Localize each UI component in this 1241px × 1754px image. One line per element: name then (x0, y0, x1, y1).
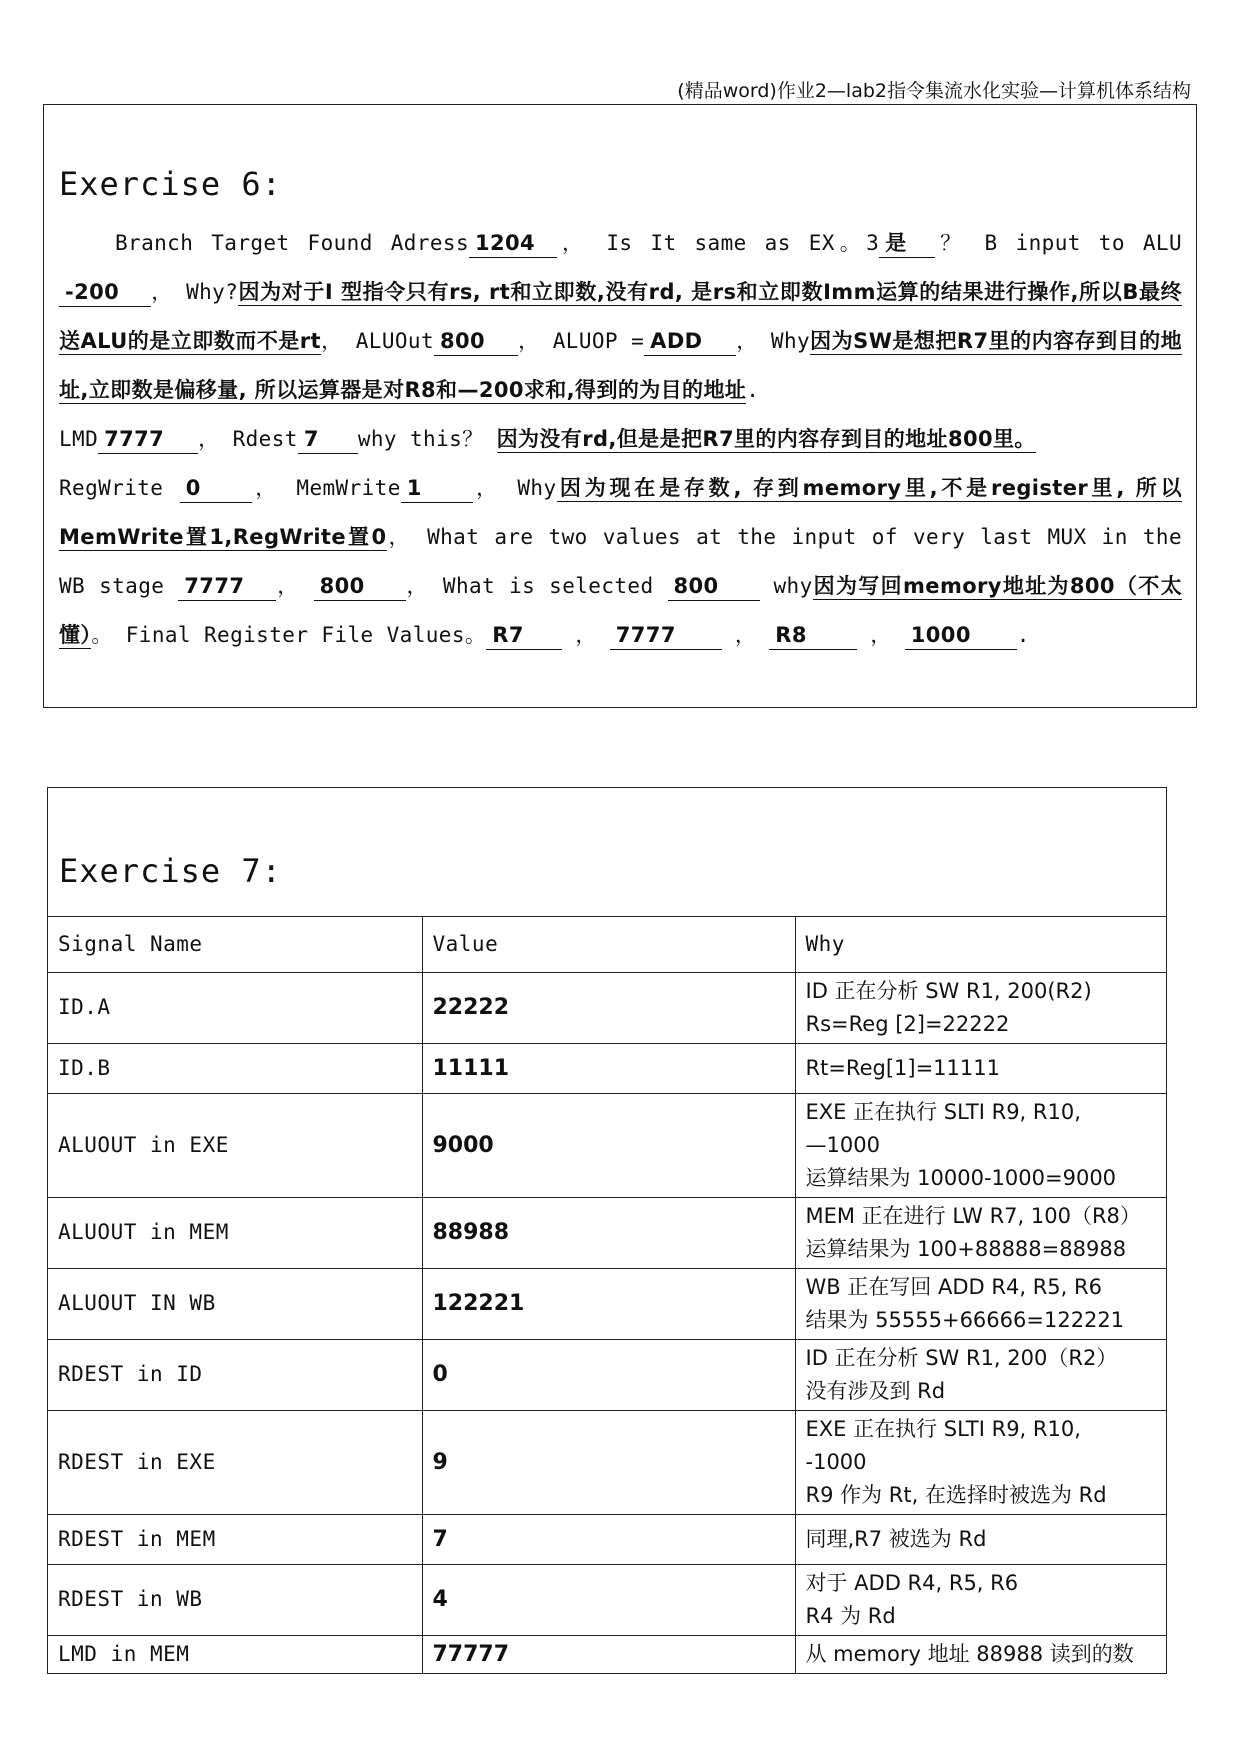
text: ， Why (736, 329, 811, 353)
value-cell: 88988 (422, 1197, 795, 1268)
answer-memwrite: 1 (401, 475, 473, 503)
value-cell: 22222 (422, 972, 795, 1043)
signal-name-cell: ALUOUT in MEM (48, 1197, 422, 1268)
text: ， MemWrite (251, 476, 401, 500)
exercise-6-paragraph (59, 219, 1182, 660)
text: 。 Final Register File Values。 (91, 623, 487, 647)
table-row (48, 1043, 1166, 1093)
answer-why-2: 因为SW是想把R7里的内容存到目的地址,立即数是偏移量, 所以运算器是对R8和—200求和,得到的为目的地址 (59, 329, 1182, 402)
answer-final-r8: R8 (769, 622, 857, 650)
why-cell: 对于 ADD R4, R5, R6 R4 为 Rd (795, 1564, 1166, 1635)
signal-name-cell: LMD in MEM (48, 1635, 422, 1673)
text: ， ALUOut (320, 329, 434, 353)
table-row (48, 1635, 1166, 1673)
table-row (48, 1410, 1166, 1514)
answer-regwrite: 0 (180, 475, 252, 503)
table-row (48, 1197, 1166, 1268)
value-cell: 4 (422, 1564, 795, 1635)
why-cell: ID 正在分析 SW R1, 200（R2） 没有涉及到 Rd (795, 1339, 1166, 1410)
text: RegWrite (59, 476, 164, 500)
text: ， (575, 623, 597, 647)
value-cell: 122221 (422, 1268, 795, 1339)
page-header: (精品word)作业2—lab2指令集流水化实验—计算机体系结构 (677, 80, 1191, 102)
answer-b-input: -200 (59, 279, 151, 307)
text: . (1016, 623, 1030, 647)
text: ， Is It same as EX。3 (557, 231, 880, 255)
text: ， Why (472, 476, 557, 500)
text: ， Why? (151, 280, 239, 304)
text: why (773, 574, 813, 598)
exercise-7-title: Exercise 7: (59, 852, 282, 890)
why-cell: MEM 正在进行 LW R7, 100（R8） 运算结果为 100+88888=88988 (795, 1197, 1166, 1268)
text: ， (734, 623, 757, 647)
text: ， (276, 574, 300, 598)
value-cell: 9 (422, 1410, 795, 1514)
column-header: Signal Name (48, 917, 422, 972)
table-row (48, 1514, 1166, 1564)
text: ， ALUOP = (518, 329, 645, 353)
signal-name-cell: RDEST in EXE (48, 1410, 422, 1514)
answer-why-1: 因为对于I 型指令只有rs, rt和立即数,没有rd, 是rs和立即数Imm运算的结果进行操作,所以B最终送ALU的是立即数而不是rt (59, 280, 1182, 353)
text: ， What is selected (405, 574, 654, 598)
signal-name-cell: ALUOUT in EXE (48, 1093, 422, 1197)
table-row (48, 972, 1166, 1043)
answer-same: 是 (879, 230, 935, 258)
table-header-row (48, 917, 1166, 972)
value-cell: 7 (422, 1514, 795, 1564)
answer-why-4: 因为写回memory地址为800（不太懂） (59, 574, 1182, 647)
answer-mux-input-1: 7777 (178, 573, 276, 601)
why-cell: Rt=Reg[1]=11111 (795, 1043, 1166, 1093)
column-header: Why (795, 917, 1166, 972)
text: Branch Target Found Adress (115, 231, 469, 255)
exercise-6-box (43, 104, 1197, 708)
why-cell: ID 正在分析 SW R1, 200(R2) Rs=Reg [2]=22222 (795, 972, 1166, 1043)
signal-name-cell: ALUOUT IN WB (48, 1268, 422, 1339)
column-header: Value (422, 917, 795, 972)
signal-name-cell: ID.B (48, 1043, 422, 1093)
why-cell: WB 正在写回 ADD R4, R5, R6 结果为 55555+66666=122221 (795, 1268, 1166, 1339)
exercise-6-title: Exercise 6: (59, 165, 282, 203)
signal-name-cell: RDEST in MEM (48, 1514, 422, 1564)
text: ， What are two values at the input of very last MUX in the WB stage (59, 525, 1182, 598)
answer-final-r7-value: 7777 (610, 622, 722, 650)
exercise-7-title-row (48, 788, 1166, 917)
value-cell: 0 (422, 1339, 795, 1410)
answer-aluop: ADD (644, 328, 736, 356)
answer-aluout: 800 (434, 328, 518, 356)
answer-selected: 800 (668, 573, 760, 601)
signal-name-cell: ID.A (48, 972, 422, 1043)
text: why this？ (357, 427, 484, 451)
answer-branch-target: 1204 (469, 230, 557, 258)
answer-why-this: 因为没有rd,但是是把R7里的内容存到目的地址800里。 (496, 427, 1036, 451)
answer-final-r8-value: 1000 (905, 622, 1017, 650)
signal-name-cell: RDEST in ID (48, 1339, 422, 1410)
table-row (48, 1093, 1166, 1197)
why-cell: 从 memory 地址 88988 读到的数 (795, 1635, 1166, 1673)
table-row (48, 1339, 1166, 1410)
text: ？ B input to ALU (935, 231, 1182, 255)
text: ， Rdest (198, 427, 298, 451)
exercise-7-box (47, 787, 1167, 1674)
signal-name-cell: RDEST in WB (48, 1564, 422, 1635)
text: ， (870, 623, 892, 647)
text: LMD (59, 427, 99, 451)
value-cell: 9000 (422, 1093, 795, 1197)
text: . (746, 378, 760, 402)
answer-lmd: 7777 (98, 426, 198, 454)
value-cell: 77777 (422, 1635, 795, 1673)
signal-table (48, 917, 1166, 1673)
table-row (48, 1564, 1166, 1635)
answer-why-3: 因为现在是存数, 存到memory里,不是register里, 所以MemWrite置1,RegWrite置0 (59, 476, 1182, 549)
answer-mux-input-2: 800 (314, 573, 406, 601)
value-cell: 11111 (422, 1043, 795, 1093)
why-cell: EXE 正在执行 SLTI R9, R10, —1000 运算结果为 10000-1000=9000 (795, 1093, 1166, 1197)
why-cell: EXE 正在执行 SLTI R9, R10, -1000 R9 作为 Rt, 在选择时被选为 Rd (795, 1410, 1166, 1514)
table-row (48, 1268, 1166, 1339)
answer-rdest: 7 (298, 426, 358, 454)
answer-final-r7: R7 (486, 622, 562, 650)
why-cell: 同理,R7 被选为 Rd (795, 1514, 1166, 1564)
